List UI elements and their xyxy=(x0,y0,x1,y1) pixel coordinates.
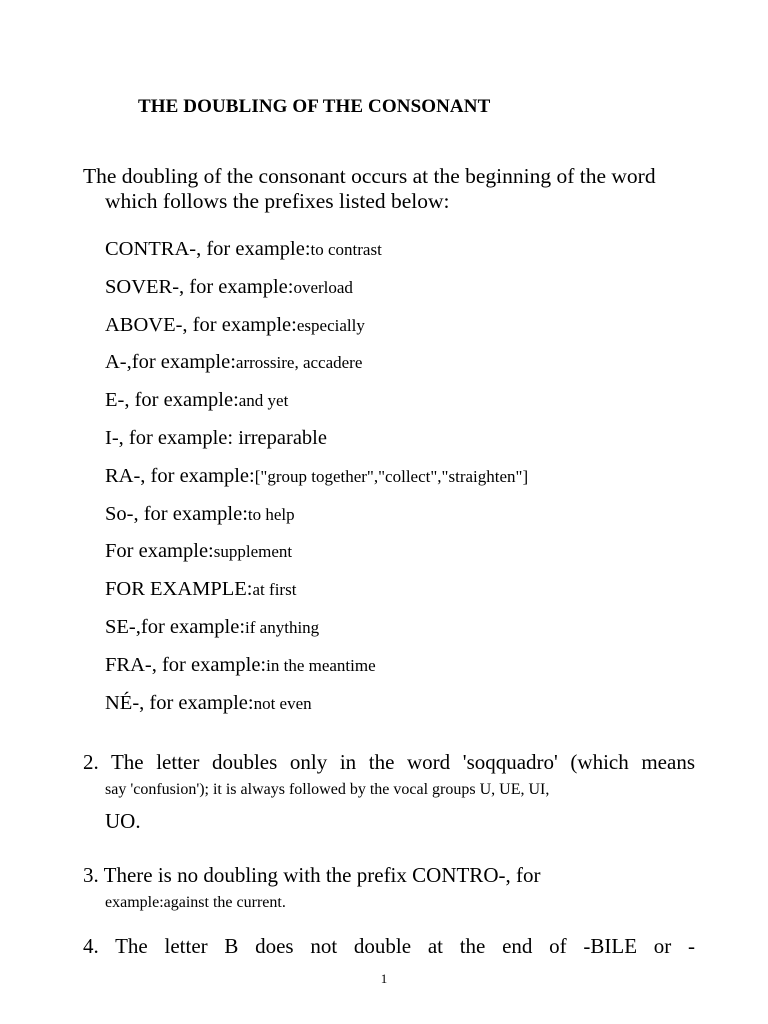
point-2-line-2: say 'confusion'); it is always followed by the vocal groups U, UE, UI, xyxy=(105,781,550,798)
prefix-item-above xyxy=(105,312,528,350)
point-2 xyxy=(83,750,695,834)
point-3-line-2: example:against the current. xyxy=(105,894,286,911)
prefix-head: FRA-, for example: xyxy=(105,653,267,676)
prefix-head: FOR EXAMPLE: xyxy=(105,578,253,601)
prefix-head: For example: xyxy=(105,540,214,563)
prefix-example: to help xyxy=(247,504,295,524)
prefix-item-contra xyxy=(105,236,528,274)
prefix-example: in the meantime xyxy=(266,655,376,675)
point-3 xyxy=(83,863,695,912)
prefix-example: ["group together","collect","straighten"] xyxy=(254,466,529,486)
prefix-item-i xyxy=(105,425,528,463)
point-4-line-1: 4. The letter B does not double at the end of -BILE or - xyxy=(83,934,695,958)
prefix-item-for xyxy=(105,538,528,576)
prefix-example: arrossire, accadere xyxy=(235,353,363,373)
prefix-head: ABOVE-, for example: xyxy=(105,313,297,336)
prefix-head: I-, for example: xyxy=(105,426,239,449)
intro-paragraph xyxy=(83,164,708,214)
prefix-head: NÉ-, for example: xyxy=(105,691,254,714)
prefix-head: CONTRA-, for example: xyxy=(105,238,311,260)
intro-line-2: which follows the prefixes listed below: xyxy=(105,189,450,213)
prefix-item-ra xyxy=(105,463,528,501)
page-number: 1 xyxy=(380,971,388,986)
prefix-item-ne xyxy=(105,690,528,728)
prefix-item-se xyxy=(105,614,528,652)
page-title: THE DOUBLING OF THE CONSONANT xyxy=(138,96,491,117)
intro-line-1: The doubling of the consonant occurs at the beginning of the word xyxy=(83,164,656,188)
point-2-line-1: 2. The letter doubles only in the word 'soqquadro' (which means xyxy=(83,750,695,774)
prefix-head: A-,for example: xyxy=(105,351,236,374)
prefix-example: not even xyxy=(253,693,312,713)
point-4 xyxy=(83,934,695,959)
prefix-example: supplement xyxy=(213,542,293,562)
prefix-example: to contrast xyxy=(310,240,382,259)
prefix-item-e xyxy=(105,387,528,425)
prefix-example: if anything xyxy=(245,617,320,637)
prefix-item-a xyxy=(105,349,528,387)
prefix-head: So-, for example: xyxy=(105,502,248,525)
point-2-line-3: UO. xyxy=(105,809,141,833)
prefix-example: and yet xyxy=(238,391,289,411)
prefix-example: especially xyxy=(296,315,365,335)
point-3-line-1: 3. There is no doubling with the prefix CONTRO-, for xyxy=(83,863,541,887)
prefix-item-sover xyxy=(105,274,528,312)
prefix-list xyxy=(105,236,528,727)
prefix-item-so xyxy=(105,501,528,539)
prefix-example: at first xyxy=(252,580,297,600)
prefix-item-for-example xyxy=(105,576,528,614)
prefix-example: overload xyxy=(293,277,353,297)
prefix-example: irreparable xyxy=(238,426,327,449)
prefix-head: SE-,for example: xyxy=(105,615,246,638)
prefix-item-fra xyxy=(105,652,528,690)
prefix-head: E-, for example: xyxy=(105,389,239,412)
prefix-head: RA-, for example: xyxy=(105,464,255,487)
prefix-head: SOVER-, for example: xyxy=(105,275,294,298)
